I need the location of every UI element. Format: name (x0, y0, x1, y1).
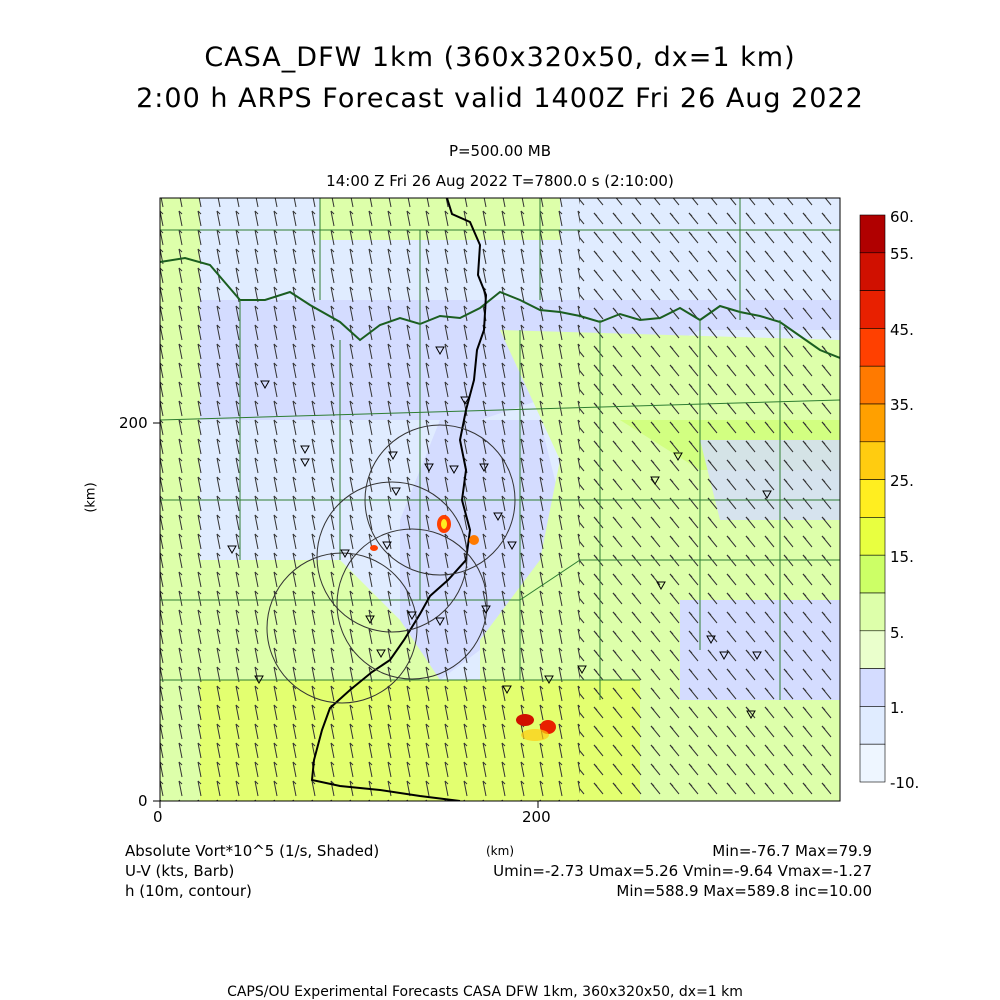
colorbar-label: 25. (890, 472, 914, 490)
colorbar-swatch (860, 442, 885, 480)
colorbar-swatch (860, 291, 885, 329)
legend-range-3: Min=588.9 Max=589.8 inc=10.00 (616, 882, 872, 900)
y-tick-0: 0 (138, 792, 148, 810)
colorbar-swatch (860, 404, 885, 442)
colorbar-swatch (860, 253, 885, 291)
footer-credit: CAPS/OU Experimental Forecasts CASA DFW 1km, 360x320x50, dx=1 km (227, 984, 743, 1000)
colorbar-swatch (860, 517, 885, 555)
colorbar-swatch (860, 480, 885, 518)
colorbar-label: 45. (890, 321, 914, 339)
colorbar-label: 55. (890, 245, 914, 263)
pressure-level: P=500.00 MB (448, 142, 552, 160)
colorbar-swatch (860, 631, 885, 669)
colorbar-label: 5. (890, 624, 905, 642)
legend-range-1: Min=-76.7 Max=79.9 (712, 842, 872, 860)
title-line-1: CASA_DFW 1km (360x320x50, dx=1 km) (204, 42, 796, 73)
y-tick-200: 200 (119, 414, 148, 432)
shaded-field (160, 198, 840, 801)
colorbar-label: -10. (890, 774, 920, 792)
colorbar-label: 35. (890, 396, 914, 414)
colorbar-label: 15. (890, 548, 914, 566)
legend-range-2: Umin=-2.73 Umax=5.26 Vmin=-9.64 Vmax=-1.27 (493, 862, 872, 880)
colorbar-swatch (860, 669, 885, 707)
title-line-2: 2:00 h ARPS Forecast valid 1400Z Fri 26 Aug 2022 (136, 83, 864, 114)
legend-field-2: U-V (kts, Barb) (125, 862, 235, 880)
colorbar-swatch (860, 555, 885, 593)
colorbar-swatch (860, 744, 885, 782)
colorbar-label: 1. (890, 699, 905, 717)
colorbar (860, 215, 885, 782)
x-tick-0: 0 (153, 808, 163, 826)
legend-km: (km) (486, 844, 515, 858)
colorbar-swatch (860, 366, 885, 404)
legend-field-1: Absolute Vort*10^5 (1/s, Shaded) (125, 842, 380, 860)
valid-time: 14:00 Z Fri 26 Aug 2022 T=7800.0 s (2:10:00) (326, 172, 674, 190)
colorbar-swatch (860, 215, 885, 253)
colorbar-swatch (860, 706, 885, 744)
legend-field-3: h (10m, contour) (125, 882, 252, 900)
colorbar-label: 60. (890, 208, 914, 226)
x-tick-200: 200 (522, 808, 551, 826)
colorbar-swatch (860, 328, 885, 366)
y-axis-label: (km) (83, 482, 99, 513)
colorbar-swatch (860, 593, 885, 631)
